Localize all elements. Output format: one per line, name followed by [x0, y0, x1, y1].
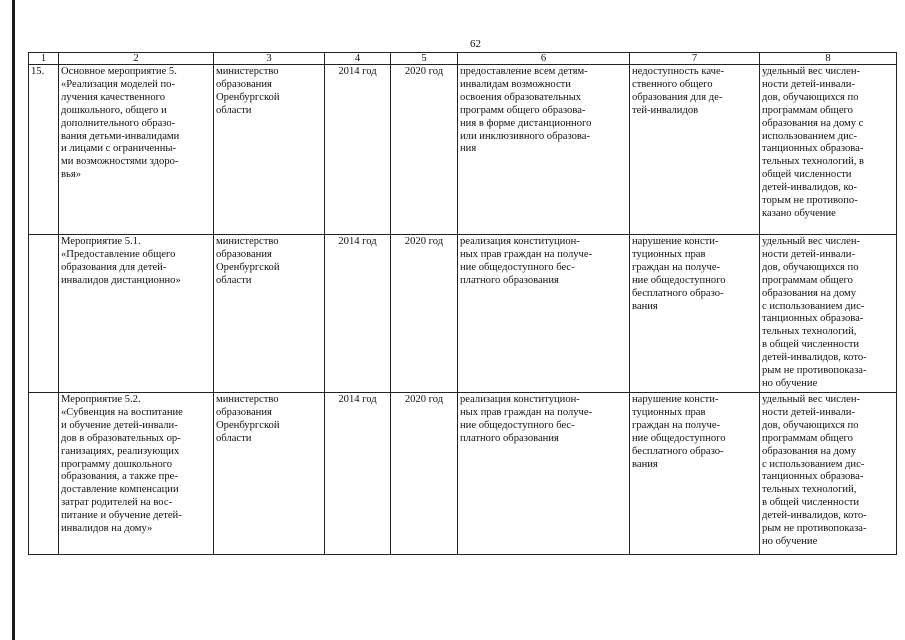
- page-number: 62: [470, 38, 481, 50]
- start-year-cell: 2014 год: [325, 393, 391, 555]
- executor-cell: министерство образования Оренбургской области: [214, 235, 325, 393]
- expected-result-cell: реализация конституцион- ных прав граждан на получе- ние общедоступного бес- платного образования: [458, 235, 630, 393]
- binding-edge: [12, 0, 15, 640]
- program-table: [28, 52, 897, 555]
- column-header: 2: [59, 53, 214, 65]
- column-header: 4: [325, 53, 391, 65]
- event-name-cell: Мероприятие 5.1. «Предоставление общего образования для детей- инвалидов дистанционно»: [59, 235, 214, 393]
- end-year-cell: 2020 год: [391, 393, 458, 555]
- executor-cell: министерство образования Оренбургской области: [214, 65, 325, 235]
- start-year-cell: 2014 год: [325, 65, 391, 235]
- column-header: 8: [760, 53, 897, 65]
- header-row: [29, 53, 897, 65]
- column-header: 7: [630, 53, 760, 65]
- expected-result-cell: реализация конституцион- ных прав граждан на получе- ние общедоступного бес- платного образования: [458, 393, 630, 555]
- table-row: [29, 393, 897, 555]
- column-header: 1: [29, 53, 59, 65]
- table-row: [29, 65, 897, 235]
- column-header: 5: [391, 53, 458, 65]
- event-name-cell: Основное мероприятие 5. «Реализация моделей по- лучения качественного дошкольного, общего и дополнительного образо- вания детьми-инвалидами и лицами с ограниченны- ми возможностями здоро- вья»: [59, 65, 214, 235]
- event-name-cell: Мероприятие 5.2. «Субвенция на воспитание и обучение детей-инвали- дов в образовательных ор- ганизациях, реализующих программу дошкольного образования, а также пре- доставление компенсации затрат родителей на вос- питание и обучение детей- инвалидов на дому»: [59, 393, 214, 555]
- row-number-cell: [29, 393, 59, 555]
- end-year-cell: 2020 год: [391, 235, 458, 393]
- executor-cell: министерство образования Оренбургской области: [214, 393, 325, 555]
- indicator-cell: удельный вес числен- ности детей-инвали- дов, обучающихся по программам общего образования на дому с использованием дис- танционных образова- тельных технологий, в общей численности детей-инвалидов, ко- торым не противопо- казано обучение: [760, 65, 897, 235]
- column-header: 6: [458, 53, 630, 65]
- consequence-cell: недоступность каче- ственного общего образования для де- тей-инвалидов: [630, 65, 760, 235]
- consequence-cell: нарушение консти- туционных прав граждан на получе- ние общедоступного бесплатного образо- вания: [630, 235, 760, 393]
- indicator-cell: удельный вес числен- ности детей-инвали- дов, обучающихся по программам общего образования на дому с использованием дис- танционных образова- тельных технологий, в общей численности детей-инвалидов, кото- рым не противопоказа- но обучение: [760, 235, 897, 393]
- indicator-cell: удельный вес числен- ности детей-инвали- дов, обучающихся по программам общего образования на дому с использованием дис- танционных образова- тельных технологий, в общей численности детей-инвалидов, кото- рым не противопоказа- но обучение: [760, 393, 897, 555]
- table-row: [29, 235, 897, 393]
- column-header: 3: [214, 53, 325, 65]
- expected-result-cell: предоставление всем детям- инвалидам возможности освоения образовательных программ общего образова- ния в форме дистанционного или инклюзивного образова- ния: [458, 65, 630, 235]
- row-number-cell: 15.: [29, 65, 59, 235]
- consequence-cell: нарушение консти- туционных прав граждан на получе- ние общедоступного бесплатного образо- вания: [630, 393, 760, 555]
- end-year-cell: 2020 год: [391, 65, 458, 235]
- row-number-cell: [29, 235, 59, 393]
- start-year-cell: 2014 год: [325, 235, 391, 393]
